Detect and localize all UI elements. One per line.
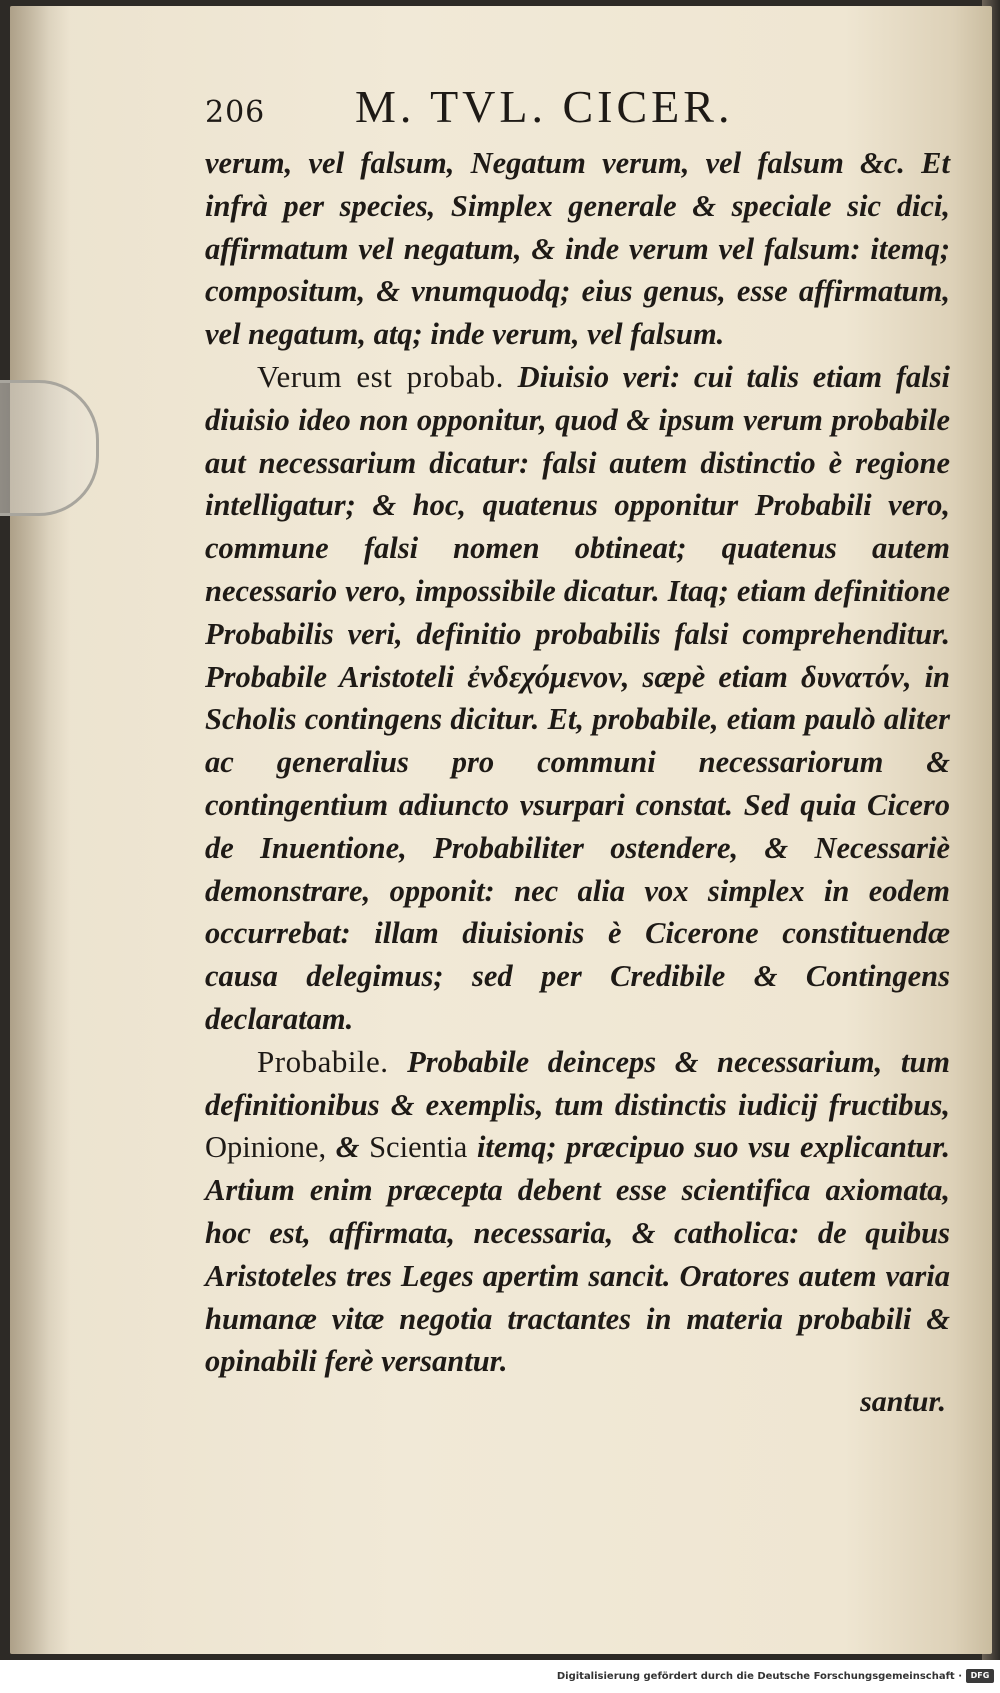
dfg-logo-icon: DFG [966,1669,994,1683]
page-header [205,80,950,142]
paragraph-3-text-c: itemq; præcipuo suo vsu explicantur. Artium enim præcepta debent esse scientifica axiomata, hoc est, affirmata, necessaria, & catholica: de quibus Aristoteles tres Leges apertim sancit. Oratores autem varia humanæ vitæ negotia tractantes in materia probabili & opinabili ferè versantur. [205,1130,951,1379]
page-number: 206 [205,95,266,130]
gutter-shadow [10,6,70,1654]
paragraph-2-text: Diuisio veri: cui talis etiam falsi diuisio ideo non opponitur, quod & ipsum verum probabile aut necessarium dicatur: falsi autem distinctio è regione intelligatur; & hoc, quatenus opponitur Probabili vero, commune falsi nomen obtineat; quatenus autem necessario vero, impossibile dicatur. Itaq; etiam definitione Probabilis veri, definitio probabilis falsi comprehenditur. Probabile Aristoteli ἐνδεχόμενον, sæpè etiam δυνατόν, in Scholis contingens dicitur. Et, probabile, etiam paulò aliter ac generalius pro communi necessariorum & contingentium adiuncto vsurpari constat. Sed quia Cicero de Inuentione, Probabiliter ostendere, & Necessariè demonstrare, opponit: nec alia vox simplex in eodem occurrebat: illam diuisionis è Cicerone constituendæ causa delegimus; sed per Credibile & Contingens declaratam. [205,359,950,1036]
paragraph-1 [205,142,950,356]
page-text [205,80,950,1419]
paragraph-3 [205,1041,950,1383]
catchword: santur. [860,1385,946,1419]
paragraph-3-text-a: Probabile deinceps & necessarium, tum definitionibus & exemplis, tum distinctis iudicij fructibus, [205,1044,950,1122]
paragraph-2 [205,356,950,1041]
paragraph-1-text: verum, vel falsum, Negatum verum, vel falsum &c. Et infrà per species, Simplex generale & speciale sic dici, affirmatum vel negatum, & inde verum vel falsum: itemq; compositum, & vnumquodq; eius genus, esse affirmatum, vel negatum, atq; inde verum, vel falsum. [205,146,950,352]
paragraph-3-text-b: & [335,1130,360,1165]
footer-bar [0,1660,1000,1693]
paragraph-2-lead: Verum est probab. [257,358,504,394]
paragraph-3-lead: Probabile. [257,1043,389,1079]
digitization-credit: Digitalisierung gefördert durch die Deutsche Forschungsgemeinschaft · [556,1671,962,1682]
running-title: M. TVL. CICER. [355,81,734,132]
paragraph-3-opinione: Opinione, [205,1130,327,1165]
paragraph-3-scientia: Scientia [369,1130,468,1165]
